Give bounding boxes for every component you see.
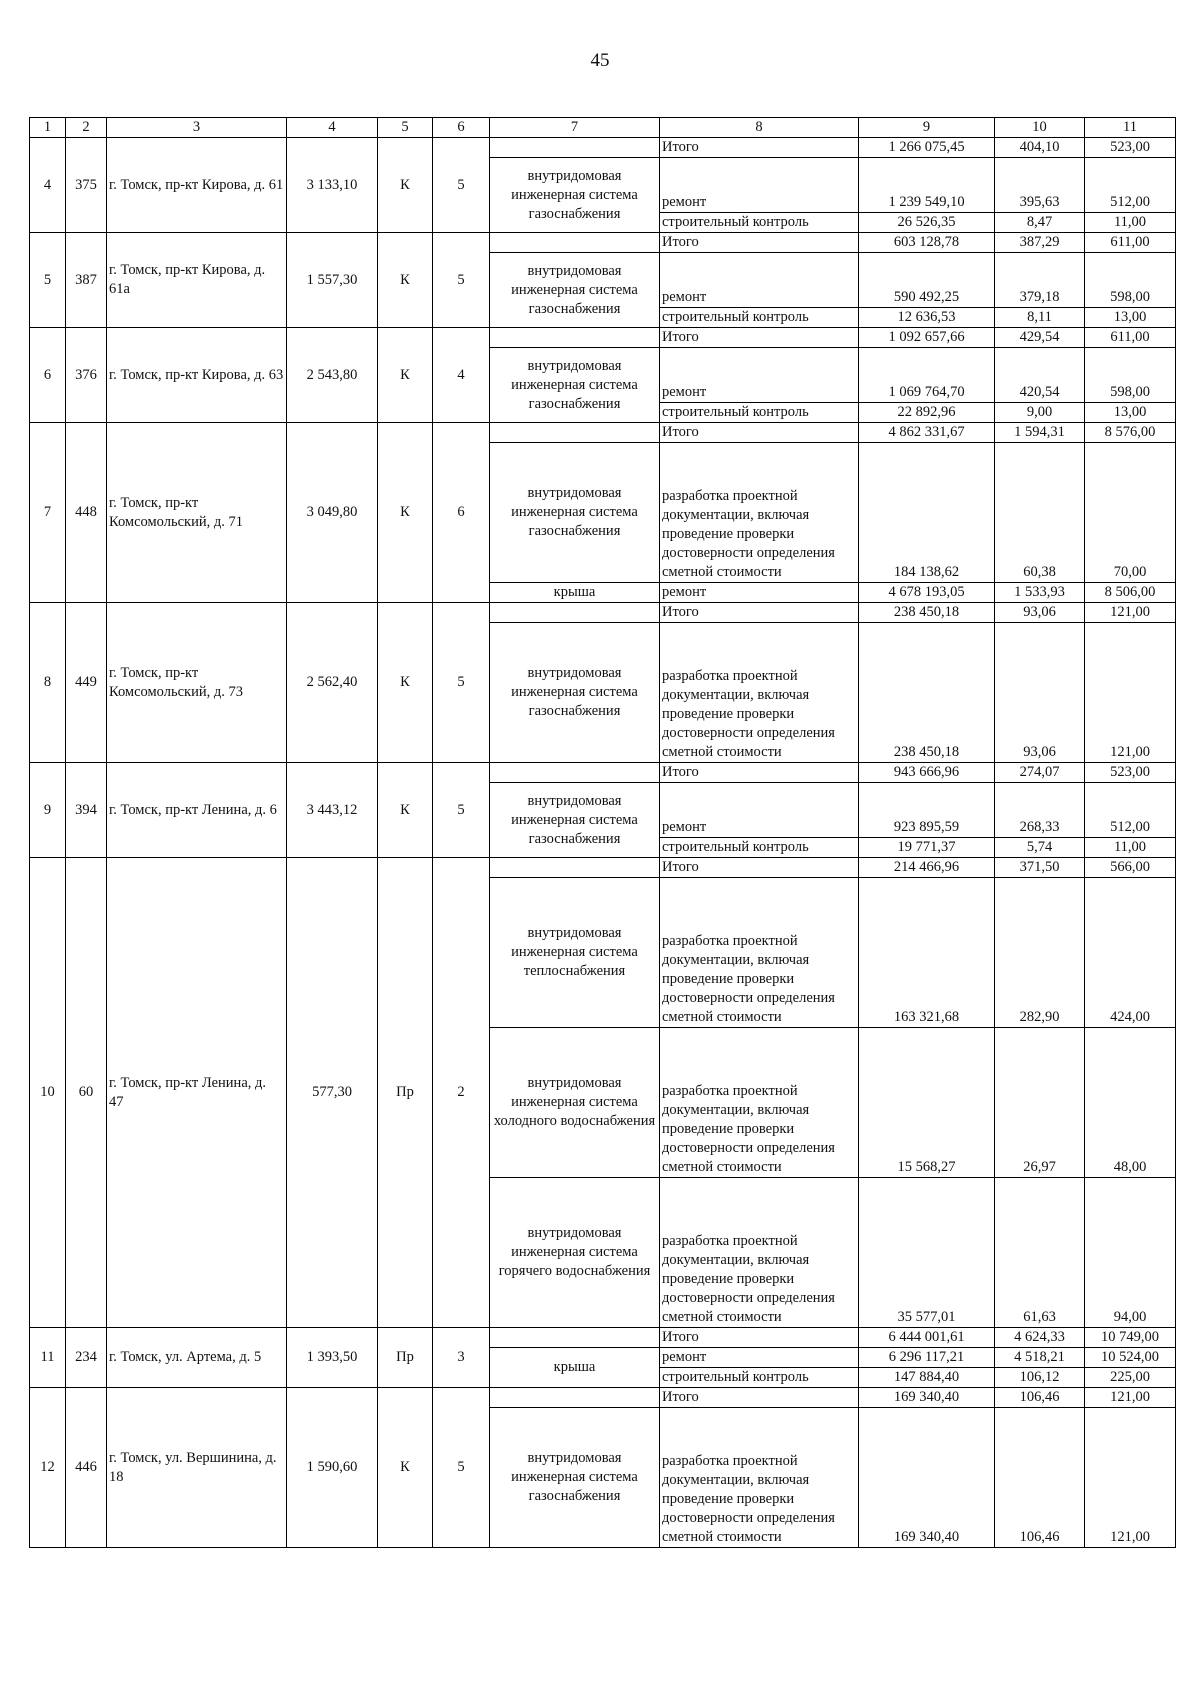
work-kind: строительный контроль — [660, 213, 859, 233]
object-area: 3 133,10 — [287, 138, 378, 233]
header-row — [30, 118, 1176, 138]
cost-limit: 611,00 — [1085, 233, 1176, 253]
work-kind: разработка проектной документации, включая проведение проверки достоверности определения сметной стоимости — [660, 1028, 859, 1178]
object-code: 60 — [66, 858, 107, 1328]
cost-limit: 523,00 — [1085, 138, 1176, 158]
row-number: 12 — [30, 1388, 66, 1548]
object-total-row — [30, 603, 1176, 623]
object-address: г. Томск, пр-кт Кирова, д. 63 — [107, 328, 287, 423]
cost-per-sqm: 379,18 — [995, 253, 1085, 308]
object-total-row — [30, 233, 1176, 253]
cost-per-sqm: 4 624,33 — [995, 1328, 1085, 1348]
object-floors: 5 — [433, 233, 490, 328]
row-number: 9 — [30, 763, 66, 858]
object-type: К — [378, 328, 433, 423]
cost-per-sqm: 8,11 — [995, 308, 1085, 328]
object-type: Пр — [378, 858, 433, 1328]
work-kind: разработка проектной документации, включая проведение проверки достоверности определения сметной стоимости — [660, 1408, 859, 1548]
work-kind: строительный контроль — [660, 403, 859, 423]
cost-total: 1 239 549,10 — [859, 158, 995, 213]
work-type: внутридомовая инженерная система газоснабжения — [490, 783, 660, 858]
cost-per-sqm: 93,06 — [995, 603, 1085, 623]
cost-total: 26 526,35 — [859, 213, 995, 233]
cost-per-sqm: 268,33 — [995, 783, 1085, 838]
cost-limit: 70,00 — [1085, 443, 1176, 583]
object-area: 1 393,50 — [287, 1328, 378, 1388]
object-address: г. Томск, пр-кт Комсомольский, д. 73 — [107, 603, 287, 763]
object-area: 577,30 — [287, 858, 378, 1328]
cost-limit: 566,00 — [1085, 858, 1176, 878]
object-floors: 6 — [433, 423, 490, 603]
cost-total: 4 678 193,05 — [859, 583, 995, 603]
object-area: 1 590,60 — [287, 1388, 378, 1548]
object-address: г. Томск, пр-кт Кирова, д. 61 — [107, 138, 287, 233]
object-address: г. Томск, ул. Артема, д. 5 — [107, 1328, 287, 1388]
cost-per-sqm: 387,29 — [995, 233, 1085, 253]
cost-limit: 611,00 — [1085, 328, 1176, 348]
cost-total: 169 340,40 — [859, 1408, 995, 1548]
object-code: 394 — [66, 763, 107, 858]
header-cell: 3 — [107, 118, 287, 138]
header-cell: 5 — [378, 118, 433, 138]
work-type — [490, 763, 660, 783]
object-address: г. Томск, пр-кт Кирова, д. 61а — [107, 233, 287, 328]
cost-limit: 121,00 — [1085, 623, 1176, 763]
cost-total: 590 492,25 — [859, 253, 995, 308]
work-kind: ремонт — [660, 1348, 859, 1368]
work-type — [490, 858, 660, 878]
cost-limit: 10 749,00 — [1085, 1328, 1176, 1348]
cost-total: 19 771,37 — [859, 838, 995, 858]
work-kind: Итого — [660, 1388, 859, 1408]
page-number: 45 — [590, 50, 610, 71]
object-floors: 5 — [433, 138, 490, 233]
row-number: 10 — [30, 858, 66, 1328]
header-cell: 6 — [433, 118, 490, 138]
cost-per-sqm: 429,54 — [995, 328, 1085, 348]
row-number: 11 — [30, 1328, 66, 1388]
work-type — [490, 328, 660, 348]
header-cell: 4 — [287, 118, 378, 138]
work-type: внутридомовая инженерная система газоснабжения — [490, 443, 660, 583]
object-floors: 4 — [433, 328, 490, 423]
cost-per-sqm: 26,97 — [995, 1028, 1085, 1178]
work-type: крыша — [490, 1348, 660, 1388]
object-total-row — [30, 328, 1176, 348]
object-type: К — [378, 138, 433, 233]
work-type — [490, 603, 660, 623]
object-total-row — [30, 763, 1176, 783]
cost-limit: 94,00 — [1085, 1178, 1176, 1328]
cost-limit: 121,00 — [1085, 1388, 1176, 1408]
cost-limit: 11,00 — [1085, 213, 1176, 233]
work-kind: Итого — [660, 138, 859, 158]
header-cell: 2 — [66, 118, 107, 138]
object-total-row — [30, 1388, 1176, 1408]
object-total-row — [30, 1328, 1176, 1348]
cost-limit: 13,00 — [1085, 403, 1176, 423]
work-kind: Итого — [660, 603, 859, 623]
cost-per-sqm: 93,06 — [995, 623, 1085, 763]
cost-per-sqm: 106,46 — [995, 1388, 1085, 1408]
work-kind: ремонт — [660, 158, 859, 213]
cost-total: 35 577,01 — [859, 1178, 995, 1328]
work-kind: Итого — [660, 858, 859, 878]
row-number: 6 — [30, 328, 66, 423]
cost-total: 603 128,78 — [859, 233, 995, 253]
object-floors: 3 — [433, 1328, 490, 1388]
work-type: внутридомовая инженерная система газоснабжения — [490, 623, 660, 763]
cost-total: 943 666,96 — [859, 763, 995, 783]
cost-total: 169 340,40 — [859, 1388, 995, 1408]
cost-total: 6 296 117,21 — [859, 1348, 995, 1368]
cost-per-sqm: 9,00 — [995, 403, 1085, 423]
cost-per-sqm: 1 594,31 — [995, 423, 1085, 443]
work-kind: разработка проектной документации, включая проведение проверки достоверности определения сметной стоимости — [660, 1178, 859, 1328]
cost-limit: 598,00 — [1085, 348, 1176, 403]
work-type — [490, 1328, 660, 1348]
cost-per-sqm: 60,38 — [995, 443, 1085, 583]
object-area: 3 049,80 — [287, 423, 378, 603]
cost-limit: 225,00 — [1085, 1368, 1176, 1388]
work-kind: Итого — [660, 763, 859, 783]
cost-total: 214 466,96 — [859, 858, 995, 878]
object-code: 376 — [66, 328, 107, 423]
cost-limit: 8 576,00 — [1085, 423, 1176, 443]
cost-limit: 598,00 — [1085, 253, 1176, 308]
object-area: 1 557,30 — [287, 233, 378, 328]
work-type: крыша — [490, 583, 660, 603]
object-address: г. Томск, ул. Вершинина, д. 18 — [107, 1388, 287, 1548]
cost-total: 4 862 331,67 — [859, 423, 995, 443]
cost-limit: 424,00 — [1085, 878, 1176, 1028]
cost-per-sqm: 371,50 — [995, 858, 1085, 878]
object-address: г. Томск, пр-кт Ленина, д. 6 — [107, 763, 287, 858]
header-cell: 7 — [490, 118, 660, 138]
work-kind: ремонт — [660, 783, 859, 838]
cost-per-sqm: 420,54 — [995, 348, 1085, 403]
cost-limit: 121,00 — [1085, 603, 1176, 623]
work-type — [490, 423, 660, 443]
object-total-row — [30, 138, 1176, 158]
cost-total: 1 266 075,45 — [859, 138, 995, 158]
cost-per-sqm: 395,63 — [995, 158, 1085, 213]
object-floors: 5 — [433, 603, 490, 763]
cost-limit: 523,00 — [1085, 763, 1176, 783]
object-code: 234 — [66, 1328, 107, 1388]
cost-total: 15 568,27 — [859, 1028, 995, 1178]
cost-limit: 48,00 — [1085, 1028, 1176, 1178]
object-type: К — [378, 233, 433, 328]
header-cell: 1 — [30, 118, 66, 138]
cost-total: 6 444 001,61 — [859, 1328, 995, 1348]
cost-total: 163 321,68 — [859, 878, 995, 1028]
object-code: 375 — [66, 138, 107, 233]
work-kind: разработка проектной документации, включая проведение проверки достоверности определения сметной стоимости — [660, 623, 859, 763]
work-kind: Итого — [660, 423, 859, 443]
cost-per-sqm: 106,12 — [995, 1368, 1085, 1388]
work-type: внутридомовая инженерная система холодного водоснабжения — [490, 1028, 660, 1178]
work-type: внутридомовая инженерная система газоснабжения — [490, 158, 660, 233]
object-code: 446 — [66, 1388, 107, 1548]
work-kind: строительный контроль — [660, 1368, 859, 1388]
work-type: внутридомовая инженерная система газоснабжения — [490, 348, 660, 423]
object-type: Пр — [378, 1328, 433, 1388]
cost-total: 12 636,53 — [859, 308, 995, 328]
work-type — [490, 1388, 660, 1408]
work-type — [490, 233, 660, 253]
work-kind: Итого — [660, 1328, 859, 1348]
object-type: К — [378, 603, 433, 763]
cost-limit: 11,00 — [1085, 838, 1176, 858]
header-cell: 8 — [660, 118, 859, 138]
cost-per-sqm: 61,63 — [995, 1178, 1085, 1328]
row-number: 7 — [30, 423, 66, 603]
cost-total: 184 138,62 — [859, 443, 995, 583]
work-kind: строительный контроль — [660, 838, 859, 858]
repair-program-table — [29, 117, 1176, 1548]
cost-per-sqm: 106,46 — [995, 1408, 1085, 1548]
cost-limit: 10 524,00 — [1085, 1348, 1176, 1368]
work-kind: ремонт — [660, 253, 859, 308]
object-area: 2 562,40 — [287, 603, 378, 763]
work-type — [490, 138, 660, 158]
object-floors: 5 — [433, 1388, 490, 1548]
cost-total: 238 450,18 — [859, 623, 995, 763]
work-kind: Итого — [660, 233, 859, 253]
cost-total: 1 092 657,66 — [859, 328, 995, 348]
cost-total: 1 069 764,70 — [859, 348, 995, 403]
work-kind: ремонт — [660, 348, 859, 403]
object-total-row — [30, 423, 1176, 443]
cost-per-sqm: 5,74 — [995, 838, 1085, 858]
object-code: 449 — [66, 603, 107, 763]
cost-limit: 13,00 — [1085, 308, 1176, 328]
work-type: внутридомовая инженерная система газоснабжения — [490, 1408, 660, 1548]
cost-per-sqm: 4 518,21 — [995, 1348, 1085, 1368]
work-kind: разработка проектной документации, включая проведение проверки достоверности определения сметной стоимости — [660, 443, 859, 583]
object-code: 448 — [66, 423, 107, 603]
object-address: г. Томск, пр-кт Комсомольский, д. 71 — [107, 423, 287, 603]
cost-total: 923 895,59 — [859, 783, 995, 838]
cost-limit: 8 506,00 — [1085, 583, 1176, 603]
object-type: К — [378, 423, 433, 603]
object-type: К — [378, 1388, 433, 1548]
cost-total: 22 892,96 — [859, 403, 995, 423]
header-cell: 10 — [995, 118, 1085, 138]
cost-total: 147 884,40 — [859, 1368, 995, 1388]
object-address: г. Томск, пр-кт Ленина, д. 47 — [107, 858, 287, 1328]
header-cell: 11 — [1085, 118, 1176, 138]
object-total-row — [30, 858, 1176, 878]
cost-per-sqm: 274,07 — [995, 763, 1085, 783]
row-number: 8 — [30, 603, 66, 763]
work-type: внутридомовая инженерная система теплоснабжения — [490, 878, 660, 1028]
cost-total: 238 450,18 — [859, 603, 995, 623]
row-number: 5 — [30, 233, 66, 328]
work-kind: строительный контроль — [660, 308, 859, 328]
object-type: К — [378, 763, 433, 858]
work-type: внутридомовая инженерная система горячего водоснабжения — [490, 1178, 660, 1328]
object-area: 3 443,12 — [287, 763, 378, 858]
cost-limit: 121,00 — [1085, 1408, 1176, 1548]
work-type: внутридомовая инженерная система газоснабжения — [490, 253, 660, 328]
row-number: 4 — [30, 138, 66, 233]
object-code: 387 — [66, 233, 107, 328]
object-floors: 2 — [433, 858, 490, 1328]
work-kind: Итого — [660, 328, 859, 348]
object-floors: 5 — [433, 763, 490, 858]
work-kind: разработка проектной документации, включая проведение проверки достоверности определения сметной стоимости — [660, 878, 859, 1028]
cost-limit: 512,00 — [1085, 158, 1176, 213]
object-area: 2 543,80 — [287, 328, 378, 423]
cost-per-sqm: 1 533,93 — [995, 583, 1085, 603]
cost-limit: 512,00 — [1085, 783, 1176, 838]
cost-per-sqm: 282,90 — [995, 878, 1085, 1028]
header-cell: 9 — [859, 118, 995, 138]
cost-per-sqm: 404,10 — [995, 138, 1085, 158]
cost-per-sqm: 8,47 — [995, 213, 1085, 233]
work-kind: ремонт — [660, 583, 859, 603]
